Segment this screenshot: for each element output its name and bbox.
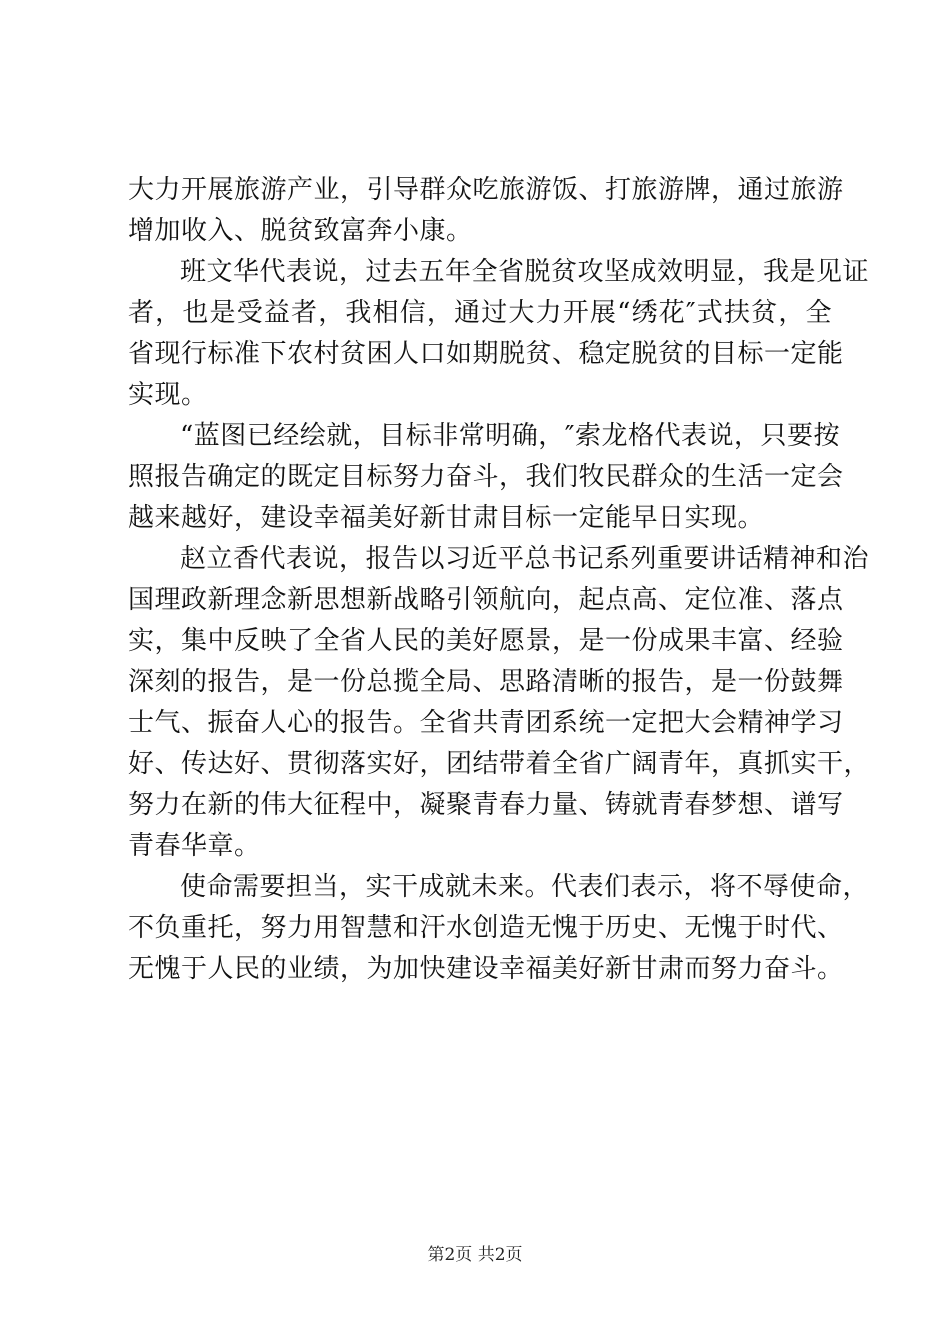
- text-line: 深刻的报告，是一份总揽全局、思路清晰的报告，是一份鼓舞: [128, 667, 844, 697]
- paragraph-start-line: 赵立香代表说，报告以习近平总书记系列重要讲话精神和治: [180, 544, 870, 574]
- paragraph-start-line: 使命需要担当，实干成就未来。代表们表示，将不辱使命，: [180, 872, 870, 902]
- text-line: 照报告确定的既定目标努力奋斗，我们牧民群众的生活一定会: [128, 462, 844, 492]
- page-number-label: 第2页 共2页: [427, 1245, 523, 1265]
- text-line: 好、传达好、贯彻落实好，团结带着全省广阔青年，真抓实干，: [128, 749, 871, 779]
- text-line: 实，集中反映了全省人民的美好愿景，是一份成果丰富、经验: [128, 626, 844, 656]
- text-line: 努力在新的伟大征程中，凝聚青春力量、铸就青春梦想、谱写: [128, 790, 844, 820]
- text-line: 士气、振奋人心的报告。全省共青团系统一定把大会精神学习: [128, 708, 844, 738]
- text-line: 不负重托，努力用智慧和汗水创造无愧于历史、无愧于时代、: [128, 913, 844, 943]
- text-line: 实现。: [128, 380, 208, 410]
- text-line: 增加收入、脱贫致富奔小康。: [128, 216, 473, 246]
- text-line: 大力开展旅游产业，引导群众吃旅游饭、打旅游牌，通过旅游: [128, 175, 844, 205]
- text-line: 者，也是受益者，我相信，通过大力开展“绣花″式扶贫，全: [128, 298, 832, 328]
- text-line: 青春华章。: [128, 831, 261, 861]
- document-body: [128, 170, 871, 990]
- text-line: 省现行标准下农村贫困人口如期脱贫、稳定脱贫的目标一定能: [128, 339, 844, 369]
- paragraph-start-line: 班文华代表说，过去五年全省脱贫攻坚成效明显，我是见证: [180, 257, 870, 287]
- paragraph-start-line: “蓝图已经绘就，目标非常明确，″索龙格代表说，只要按: [180, 421, 841, 451]
- text-line: 无愧于人民的业绩，为加快建设幸福美好新甘肃而努力奋斗。: [128, 954, 844, 984]
- text-line: 越来越好，建设幸福美好新甘肃目标一定能早日实现。: [128, 503, 765, 533]
- page-footer: [0, 1243, 950, 1267]
- text-line: 国理政新理念新思想新战略引领航向，起点高、定位准、落点: [128, 585, 844, 615]
